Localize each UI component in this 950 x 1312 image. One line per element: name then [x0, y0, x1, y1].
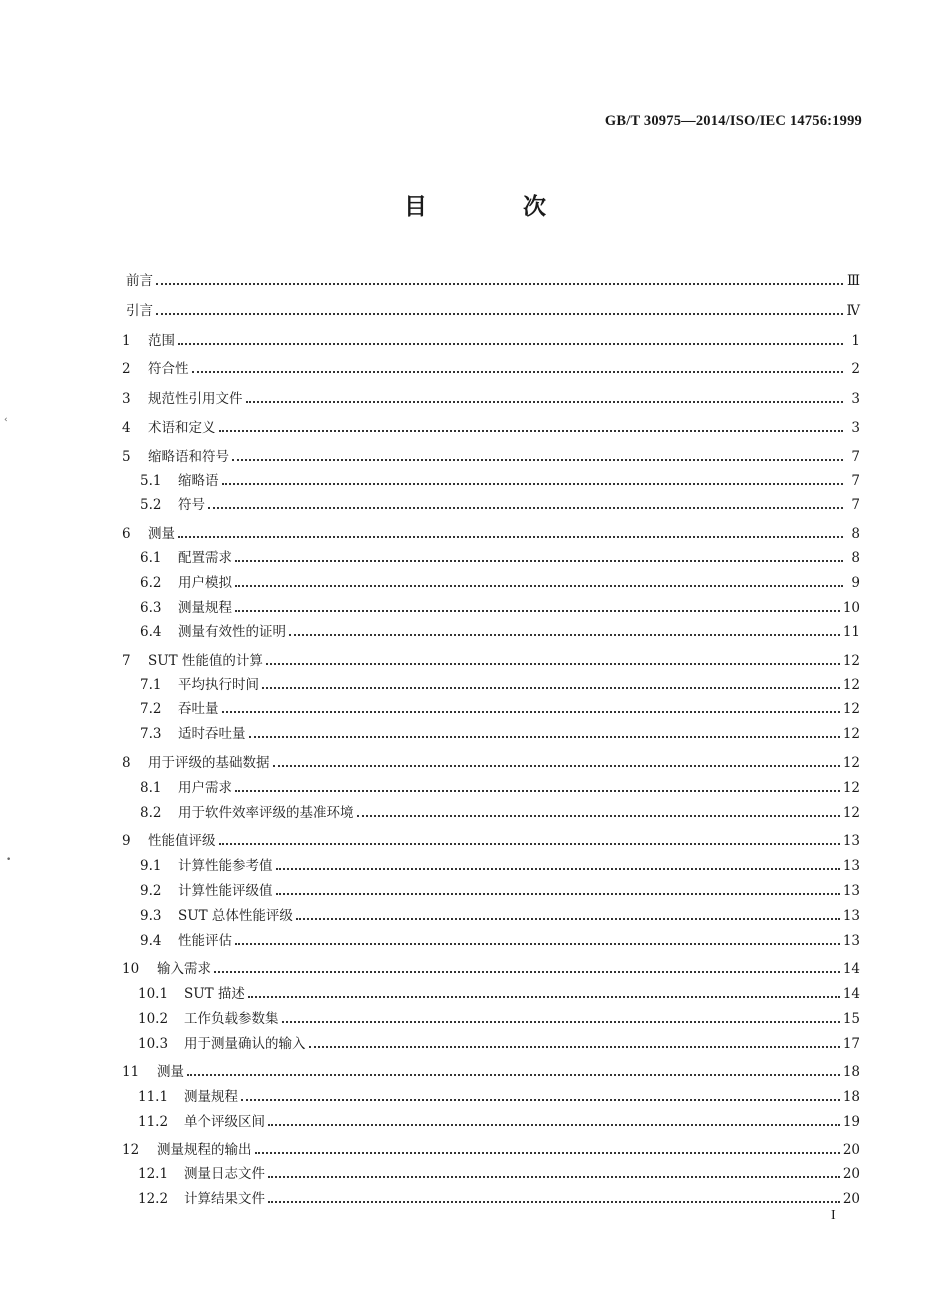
toc-entry-label: 规范性引用文件 — [148, 391, 243, 407]
toc-entry[interactable] — [140, 905, 860, 925]
toc-entry-number: 5.2 — [140, 497, 162, 513]
toc-entry-number: 10.1 — [138, 986, 169, 1002]
dot-leader — [248, 983, 840, 1003]
toc-entry-label: 用户模拟 — [178, 575, 232, 591]
dot-leader — [246, 388, 844, 408]
dot-leader — [268, 1111, 840, 1131]
toc-entry-number: 6.2 — [140, 575, 162, 591]
toc-entry-page-number: 15 — [842, 1011, 860, 1027]
toc-entry-label: 配置需求 — [178, 550, 232, 566]
toc-entry-page-number: 7 — [851, 449, 860, 465]
toc-entry[interactable] — [140, 597, 860, 617]
toc-entry-page-number: 12 — [842, 677, 860, 693]
toc-entry-page-number: 13 — [842, 883, 860, 899]
toc-entry-number: 10.2 — [138, 1011, 169, 1027]
toc-entry[interactable] — [140, 930, 860, 950]
toc-entry-label: 性能评估 — [178, 933, 232, 949]
toc-entry-page-number: 8 — [851, 550, 860, 566]
toc-entry-number: 5 — [122, 449, 131, 465]
toc-entry-number: 6.4 — [140, 624, 162, 640]
toc-entry-number: 8.1 — [140, 780, 162, 796]
toc-entry-label: 性能值评级 — [148, 833, 216, 849]
dot-leader — [309, 1033, 840, 1053]
toc-entry-label: 计算性能评级值 — [178, 883, 273, 899]
toc-entry-page-number: 12 — [842, 653, 860, 669]
toc-entry-page-number: 18 — [842, 1064, 860, 1080]
toc-entry[interactable] — [140, 698, 860, 718]
toc-entry-page-number: 12 — [842, 805, 860, 821]
dot-leader — [357, 802, 840, 822]
toc-entry-label: 用于测量确认的输入 — [184, 1036, 306, 1052]
toc-entry[interactable] — [140, 723, 860, 743]
toc-entry-number: 11 — [122, 1064, 140, 1080]
dot-leader — [235, 930, 840, 950]
toc-entry-page-number: 14 — [842, 986, 860, 1002]
dot-leader — [249, 723, 840, 743]
toc-entry-page-number: 19 — [842, 1114, 860, 1130]
toc-entry-number: 4 — [122, 420, 131, 436]
toc-entry[interactable] — [122, 752, 860, 772]
page-title: 目 次 — [403, 194, 590, 220]
toc-entry-number: 10.3 — [138, 1036, 169, 1052]
dot-leader — [262, 674, 840, 694]
toc-entry-label: 用于软件效率评级的基准环境 — [178, 805, 354, 821]
toc-entry-number: 12.1 — [138, 1166, 169, 1182]
toc-entry-page-number: 18 — [842, 1089, 860, 1105]
toc-entry-page-number: 13 — [842, 833, 860, 849]
toc-entry-number: 6 — [122, 526, 131, 542]
toc-entry[interactable] — [122, 446, 860, 466]
dot-leader — [192, 358, 844, 378]
dot-leader — [282, 1008, 840, 1028]
toc-entry-page-number: 20 — [842, 1166, 860, 1182]
toc-entry-number: 9.4 — [140, 933, 162, 949]
toc-entry-page-number: 7 — [851, 473, 860, 489]
toc-entry-label: 输入需求 — [157, 961, 211, 977]
toc-entry-label: 缩略语和符号 — [148, 449, 229, 465]
dot-leader — [235, 597, 840, 617]
scan-mark: • — [6, 855, 12, 865]
toc-entry-label: 缩略语 — [178, 473, 219, 489]
toc-entry[interactable] — [122, 958, 860, 978]
toc-entry-label: 用于评级的基础数据 — [148, 755, 270, 771]
toc-entry[interactable] — [140, 470, 860, 490]
toc-entry[interactable] — [122, 1061, 860, 1081]
toc-entry[interactable] — [140, 855, 860, 875]
toc-entry-number: 7.1 — [140, 677, 162, 693]
toc-entry-number: 10 — [122, 961, 140, 977]
scan-mark: ‹ — [4, 415, 8, 425]
toc-entry-number: 7 — [122, 653, 131, 669]
toc-entry[interactable] — [122, 523, 860, 543]
toc-entry-label: 测量 — [157, 1064, 184, 1080]
toc-entry-number: 9.1 — [140, 858, 162, 874]
toc-entry-label: 范围 — [148, 333, 175, 349]
toc-entry-page-number: 13 — [842, 858, 860, 874]
toc-entry[interactable] — [140, 621, 860, 641]
toc-entry-number: 9.3 — [140, 908, 162, 924]
toc-entry[interactable] — [138, 1111, 860, 1131]
toc-entry-page-number: 12 — [842, 701, 860, 717]
toc-entry[interactable] — [122, 830, 860, 850]
toc-entry[interactable] — [138, 1086, 860, 1106]
toc-entry-page-number: 12 — [842, 726, 860, 742]
toc-entry[interactable] — [140, 494, 860, 514]
toc-entry-label: 计算性能参考值 — [178, 858, 273, 874]
toc-entry[interactable] — [126, 270, 860, 290]
toc-entry-number: 8 — [122, 755, 131, 771]
toc-entry-page-number: 3 — [851, 391, 860, 407]
dot-leader — [214, 958, 840, 978]
toc-entry-number: 7.3 — [140, 726, 162, 742]
toc-entry-page-number: 13 — [842, 908, 860, 924]
toc-entry[interactable] — [138, 1033, 860, 1053]
toc-entry-number: 9 — [122, 833, 131, 849]
dot-leader — [208, 494, 843, 514]
toc-entry-page-number: 17 — [842, 1036, 860, 1052]
toc-entry-label: 工作负载参数集 — [184, 1011, 279, 1027]
toc-entry[interactable] — [122, 388, 860, 408]
toc-entry[interactable] — [122, 650, 860, 670]
toc-entry[interactable] — [122, 417, 860, 437]
toc-entry-page-number: Ⅳ — [846, 303, 860, 319]
toc-entry-label: 计算结果文件 — [184, 1191, 265, 1207]
toc-entry-page-number: 10 — [842, 600, 860, 616]
toc-entry-number: 9.2 — [140, 883, 162, 899]
toc-entry-page-number: 20 — [842, 1142, 860, 1158]
standard-code-header: GB/T 30975—2014/ISO/IEC 14756:1999 — [604, 113, 862, 129]
toc-entry[interactable] — [140, 880, 860, 900]
dot-leader — [156, 270, 843, 290]
toc-entry-label: 测量有效性的证明 — [178, 624, 286, 640]
dot-leader — [222, 470, 844, 490]
toc-entry-page-number: 3 — [851, 420, 860, 436]
toc-entry-number: 8.2 — [140, 805, 162, 821]
toc-entry[interactable] — [138, 1188, 860, 1208]
toc-entry[interactable] — [140, 547, 860, 567]
dot-leader — [219, 830, 840, 850]
toc-entry-label: 测量规程 — [184, 1089, 238, 1105]
toc-entry-page-number: 14 — [842, 961, 860, 977]
toc-entry-label: 测量 — [148, 526, 175, 542]
toc-entry-label: 适时吞吐量 — [178, 726, 246, 742]
toc-entry-label: SUT 总体性能评级 — [178, 908, 293, 924]
toc-entry-label: 前言 — [126, 273, 153, 289]
toc-entry[interactable] — [122, 358, 860, 378]
toc-entry-number: 12 — [122, 1142, 140, 1158]
toc-entry-label: 平均执行时间 — [178, 677, 259, 693]
toc-entry[interactable] — [140, 674, 860, 694]
toc-entry-label: 测量规程的输出 — [157, 1142, 252, 1158]
dot-leader — [235, 547, 843, 567]
toc-entry-page-number: 13 — [842, 933, 860, 949]
toc-entry-label: 用户需求 — [178, 780, 232, 796]
dot-leader — [178, 330, 843, 350]
toc-entry-number: 7.2 — [140, 701, 162, 717]
toc-entry-label: 术语和定义 — [148, 420, 216, 436]
toc-entry-page-number: 7 — [851, 497, 860, 513]
toc-entry-page-number: 2 — [851, 361, 860, 377]
page-folio: I — [831, 1208, 836, 1223]
toc-entry-page-number: 20 — [842, 1191, 860, 1207]
dot-leader — [268, 1163, 840, 1183]
toc-entry-label: SUT 性能值的计算 — [148, 653, 263, 669]
dot-leader — [219, 417, 844, 437]
toc-entry-number: 3 — [122, 391, 131, 407]
dot-leader — [178, 523, 843, 543]
dot-leader — [235, 777, 840, 797]
toc-entry-page-number: 8 — [851, 526, 860, 542]
dot-leader — [255, 1139, 840, 1159]
toc-entry[interactable] — [122, 330, 860, 350]
toc-entry-label: 单个评级区间 — [184, 1114, 265, 1130]
dot-leader — [276, 880, 840, 900]
toc-entry[interactable] — [140, 777, 860, 797]
toc-entry-label: SUT 描述 — [184, 986, 245, 1002]
toc-entry-number: 6.3 — [140, 600, 162, 616]
dot-leader — [232, 446, 843, 466]
toc-entry-label: 符合性 — [148, 361, 189, 377]
toc-entry-page-number: 12 — [842, 780, 860, 796]
toc-entry[interactable] — [126, 300, 860, 320]
toc-entry[interactable] — [140, 802, 860, 822]
toc-entry-page-number: 1 — [851, 333, 860, 349]
dot-leader — [289, 621, 840, 641]
toc-entry-number: 5.1 — [140, 473, 162, 489]
toc-entry-label: 测量日志文件 — [184, 1166, 265, 1182]
dot-leader — [276, 855, 840, 875]
dot-leader — [235, 572, 843, 592]
dot-leader — [156, 300, 843, 320]
toc-entry[interactable] — [140, 572, 860, 592]
toc-entry-page-number: 12 — [842, 755, 860, 771]
dot-leader — [268, 1188, 840, 1208]
toc-entry[interactable] — [122, 1139, 860, 1159]
toc-entry-page-number: Ⅲ — [846, 273, 860, 289]
toc-entry-label: 符号 — [178, 497, 205, 513]
toc-entry-number: 2 — [122, 361, 131, 377]
toc-entry[interactable] — [138, 1163, 860, 1183]
toc-entry-number: 6.1 — [140, 550, 162, 566]
toc-entry[interactable] — [138, 983, 860, 1003]
dot-leader — [222, 698, 840, 718]
dot-leader — [273, 752, 840, 772]
dot-leader — [296, 905, 840, 925]
toc-entry-number: 12.2 — [138, 1191, 169, 1207]
dot-leader — [241, 1086, 840, 1106]
toc-entry-label: 吞吐量 — [178, 701, 219, 717]
toc-entry-label: 测量规程 — [178, 600, 232, 616]
toc-entry-number: 11.2 — [138, 1114, 169, 1130]
toc-entry-label: 引言 — [126, 303, 153, 319]
toc-entry[interactable] — [138, 1008, 860, 1028]
toc-entry-number: 11.1 — [138, 1089, 169, 1105]
dot-leader — [187, 1061, 840, 1081]
toc-entry-page-number: 11 — [842, 624, 860, 640]
toc-entry-page-number: 9 — [851, 575, 860, 591]
toc-entry-number: 1 — [122, 333, 131, 349]
dot-leader — [266, 650, 840, 670]
